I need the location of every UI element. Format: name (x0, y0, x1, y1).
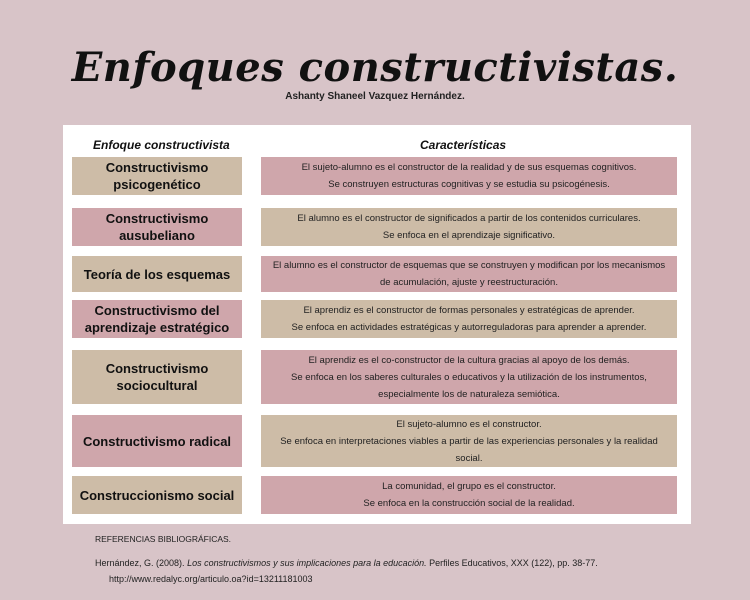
row-description-psicogenetico (261, 157, 677, 195)
row-label-esquemas: Teoría de los esquemas (72, 256, 242, 292)
row-description-radical (261, 415, 677, 467)
description-line: social. (455, 452, 483, 464)
references-heading: REFERENCIAS BIBLIOGRÁFICAS. (95, 534, 232, 544)
reference-entry (95, 555, 695, 587)
description-line: especialmente los de naturaleza semiótica. (378, 388, 560, 400)
row-description-sociocultural (261, 350, 677, 404)
reference-url: http://www.redalyc.org/articulo.oa?id=13211181003 (109, 574, 313, 584)
description-line: Se enfoca en los saberes culturales o educativos y la utilización de los instrumentos, (291, 371, 647, 383)
description-line: Se enfoca en la construcción social de la realidad. (363, 498, 575, 509)
description-line: Se construyen estructuras cognitivas y se estudia su psicogénesis. (328, 179, 610, 190)
author-name: Ashanty Shaneel Vazquez Hernández. (285, 91, 465, 102)
reference-work-title: Los constructivismos y sus implicaciones para la educación. (187, 558, 427, 568)
column-header-approach: Enfoque constructivista (93, 138, 230, 152)
row-label-estrategico: Constructivismo del aprendizaje estratégico (72, 300, 242, 338)
description-line: El sujeto-alumno es el constructor de la realidad y de sus esquemas cognitivos. (301, 162, 637, 173)
description-line: El aprendiz es el constructor de formas personales y estratégicas de aprender. (303, 305, 635, 316)
row-description-esquemas (261, 256, 677, 292)
description-line: Se enfoca en el aprendizaje significativo. (382, 230, 556, 241)
row-label-sociocultural: Constructivismo sociocultural (72, 350, 242, 404)
row-description-construccionismo (261, 476, 677, 514)
description-line: Se enfoca en interpretaciones viables a partir de las experiencias personales y la realidad (280, 435, 658, 447)
row-label-radical: Constructivismo radical (72, 415, 242, 467)
description-line: Se enfoca en actividades estratégicas y autorreguladoras para aprender a aprender. (291, 322, 647, 333)
description-line: El alumno es el constructor de esquemas que se construyen y modifican por los mecanismos (272, 260, 666, 271)
row-label-construccionismo: Construccionismo social (72, 476, 242, 514)
row-description-ausubeliano (261, 208, 677, 246)
description-line: de acumulación, ajuste y reestructuración. (380, 277, 558, 288)
description-line: La comunidad, el grupo es el constructor. (382, 481, 556, 492)
reference-author-year: Hernández, G. (2008). (95, 558, 188, 568)
description-line: El alumno es el constructor de significados a partir de los contenidos curriculares. (297, 213, 641, 224)
description-line: El aprendiz es el co-constructor de la cultura gracias al apoyo de los demás. (308, 354, 630, 366)
row-label-psicogenetico: Constructivismo psicogenético (72, 157, 242, 195)
reference-source: Perfiles Educativos, XXX (122), pp. 38-77. (426, 558, 598, 568)
row-label-ausubeliano: Constructivismo ausubeliano (72, 208, 242, 246)
row-description-estrategico (261, 300, 677, 338)
column-header-characteristics: Características (420, 138, 507, 152)
description-line: El sujeto-alumno es el constructor. (396, 418, 542, 430)
page-title: Enfoques constructivistas. (71, 44, 679, 91)
